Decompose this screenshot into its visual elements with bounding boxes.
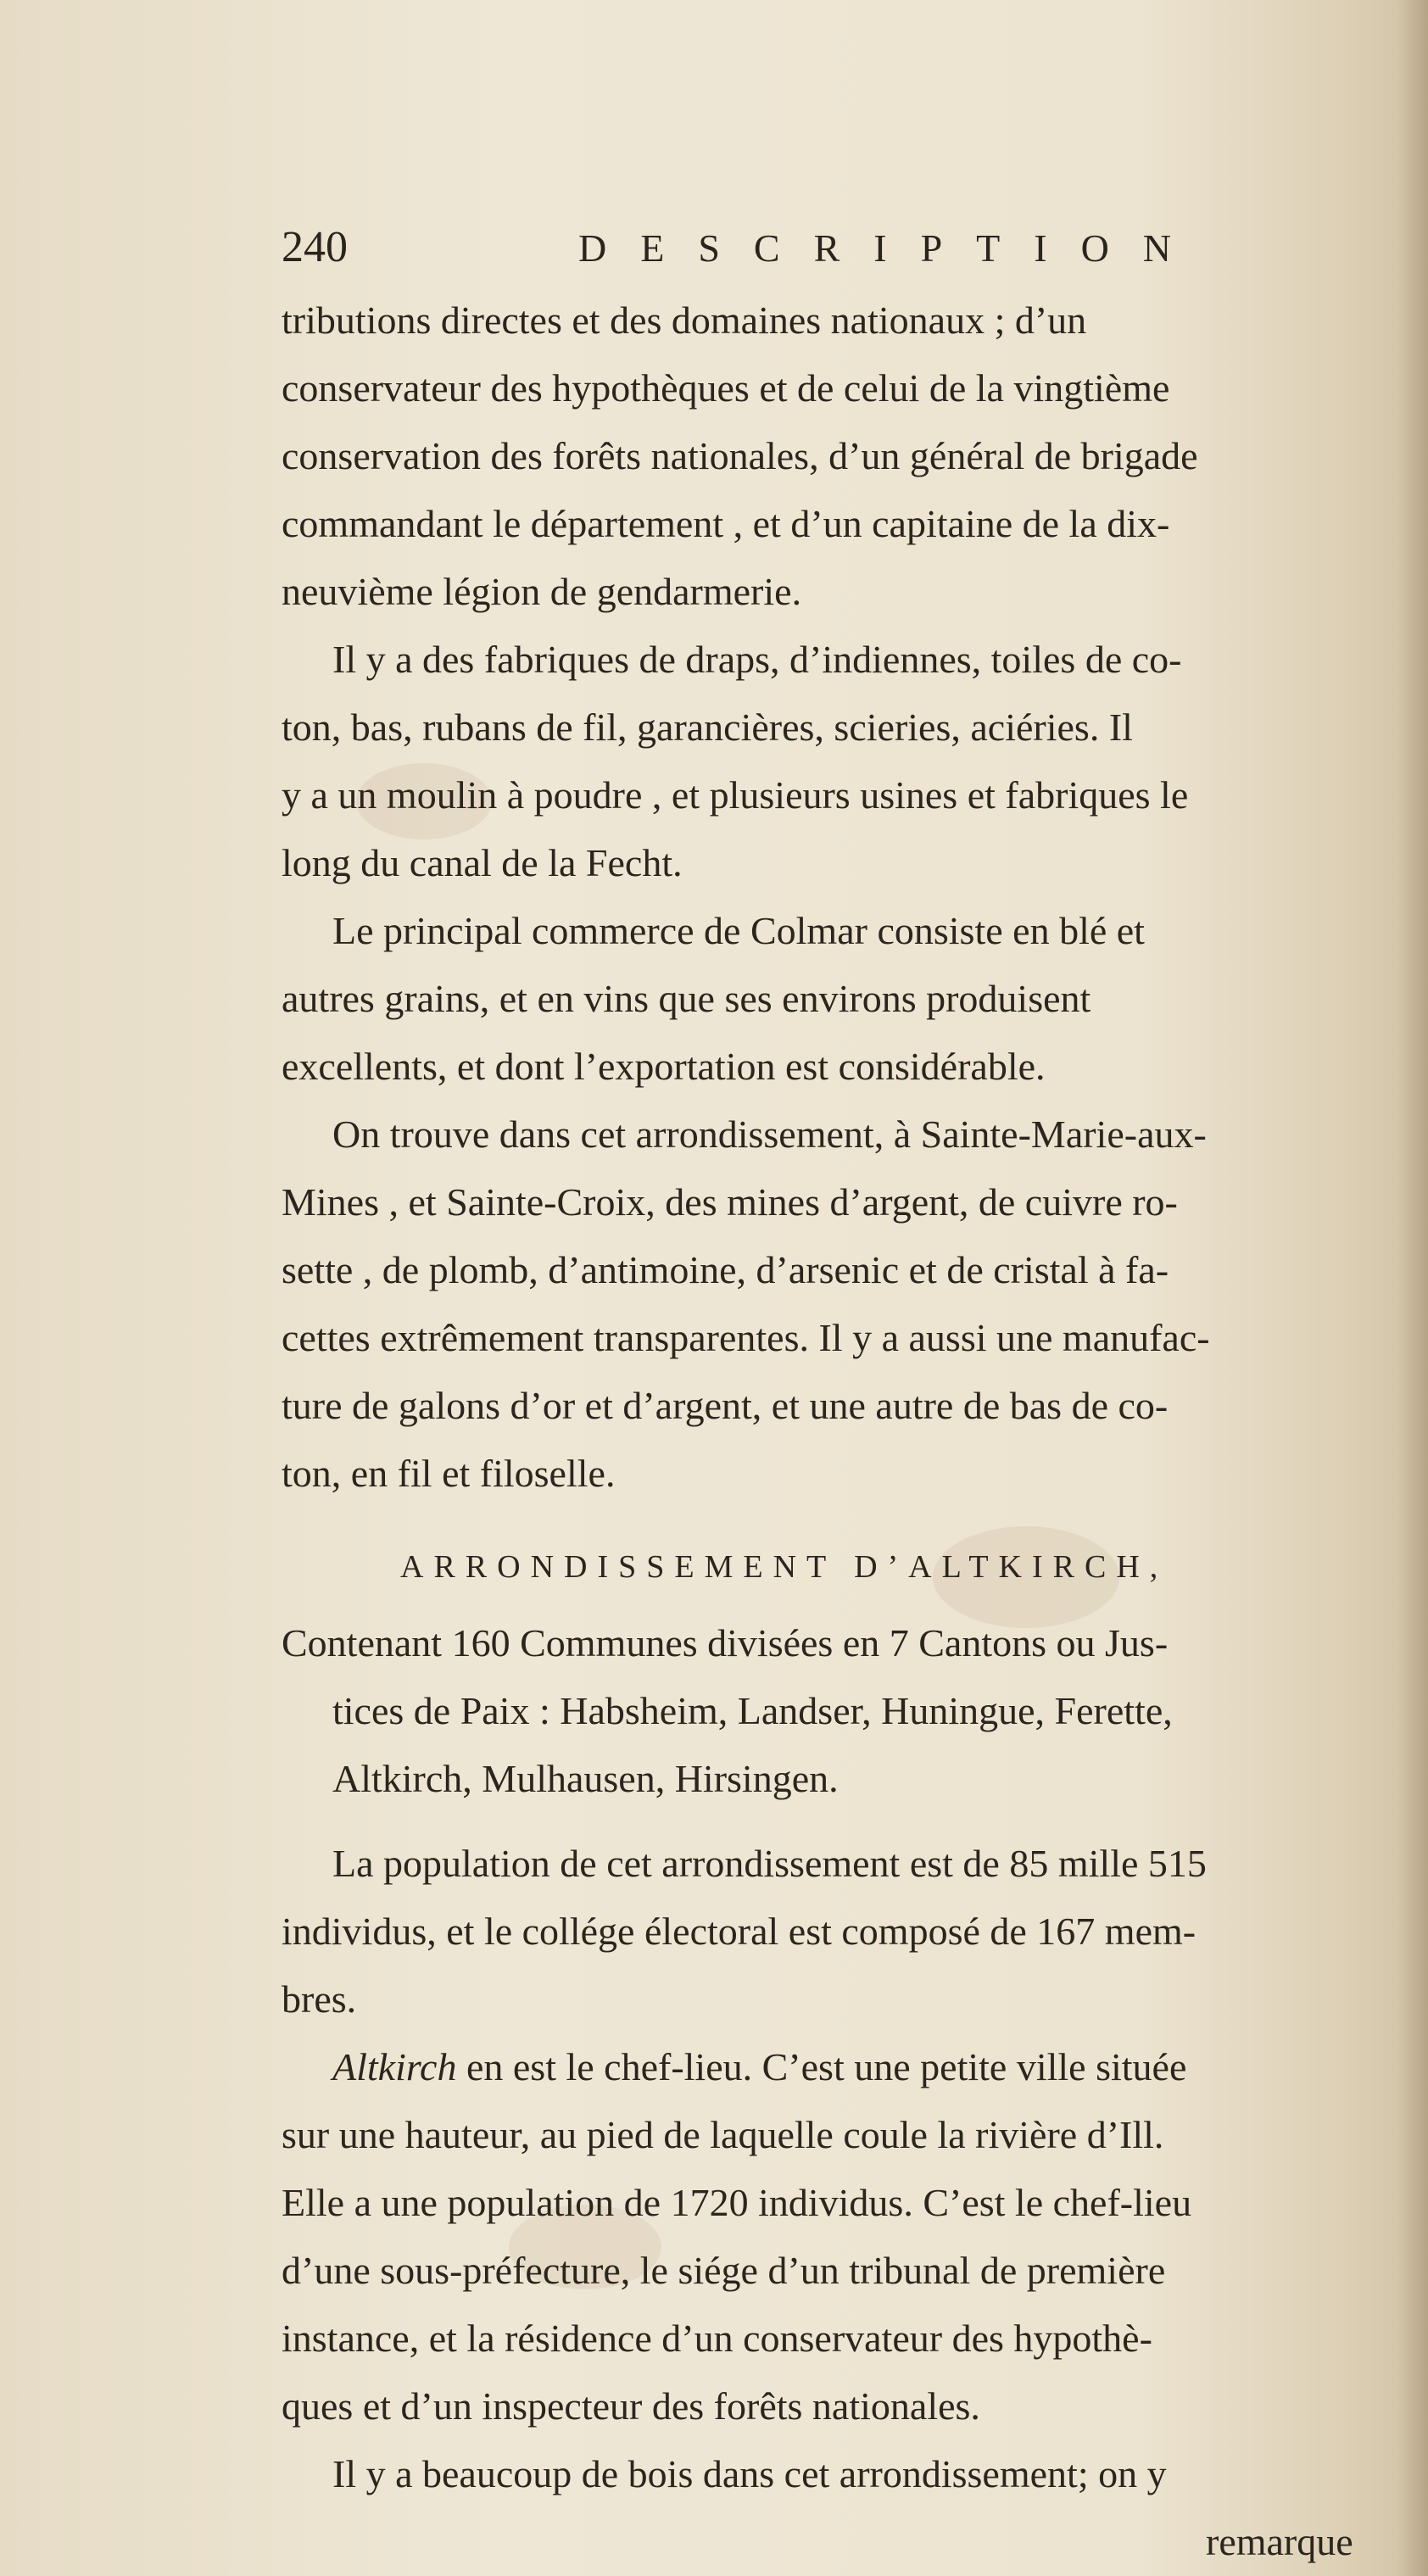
text-line: cettes extrêmement transparentes. Il y a aussi une manufac- — [282, 1316, 1210, 1359]
text-line: neuvième légion de gendarmerie. — [282, 570, 802, 613]
text-line: ques et d’un inspecteur des forêts nationales. — [282, 2384, 980, 2428]
text-line: excellents, et dont l’exportation est considérable. — [282, 1045, 1046, 1088]
text-line: bres. — [282, 1977, 357, 2021]
text-line: On trouve dans cet arrondissement, à Sainte-Marie-aux- — [332, 1112, 1207, 1156]
text-line — [282, 2033, 1401, 2101]
text-line: Contenant 160 Communes divisées en 7 Cantons ou Jus- — [282, 1621, 1169, 1664]
text-line: conservateur des hypothèques et de celui de la vingtième — [282, 366, 1170, 410]
text-line: d’une sous-préfecture, le siége d’un tribunal de première — [282, 2249, 1166, 2292]
page-edge-shadow — [1397, 0, 1428, 2576]
text-line-rest: en est le chef-lieu. C’est une petite ville située — [456, 2045, 1187, 2088]
text-line: Mines , et Sainte-Croix, des mines d’argent, de cuivre ro- — [282, 1180, 1178, 1224]
text-line: individus, et le collége électoral est composé de 167 mem- — [282, 1910, 1197, 1953]
spacer — [282, 1813, 1401, 1830]
text-line: conservation des forêts nationales, d’un général de brigade — [282, 434, 1198, 477]
text-line: ton, bas, rubans de fil, garancières, scieries, aciéries. Il — [282, 705, 1133, 749]
text-line: tices de Paix : Habsheim, Landser, Huningue, Ferette, — [332, 1689, 1173, 1732]
place-name: Altkirch — [332, 2045, 457, 2088]
text-line: commandant le département , et d’un capitaine de la dix- — [282, 502, 1170, 545]
text-line: autres grains, et en vins que ses environs produisent — [282, 977, 1091, 1020]
page-header — [282, 222, 1206, 282]
body-text — [282, 287, 1401, 2576]
text-line: ture de galons d’or et d’argent, et une autre de bas de co- — [282, 1384, 1169, 1427]
text-line: ton, en fil et filoselle. — [282, 1452, 616, 1495]
text-line: Altkirch, Mulhausen, Hirsingen. — [332, 1757, 839, 1800]
text-line: Il y a des fabriques de draps, d’indiennes, toiles de co- — [332, 638, 1182, 681]
page-number: 240 — [282, 223, 348, 271]
text-line: La population de cet arrondissement est de 85 mille 515 — [332, 1842, 1207, 1885]
text-line: Il y a beaucoup de bois dans cet arrondissement; on y — [332, 2452, 1167, 2495]
text-line: Elle a une population de 1720 individus. C’est le chef-lieu — [282, 2181, 1192, 2224]
text-line: instance, et la résidence d’un conservateur des hypothè- — [282, 2317, 1152, 2360]
section-title: ARRONDISSEMENT D’ALTKIRCH, — [400, 1549, 1169, 1585]
catchword: remarque — [1206, 2520, 1353, 2563]
text-line: tributions directes et des domaines nationaux ; d’un — [282, 298, 1087, 342]
text-line: sur une hauteur, au pied de laquelle coule la rivière d’Ill. — [282, 2113, 1164, 2156]
text-line: long du canal de la Fecht. — [282, 841, 683, 884]
text-line: sette , de plomb, d’antimoine, d’arsenic et de cristal à fa- — [282, 1248, 1169, 1291]
text-line: Le principal commerce de Colmar consiste en blé et — [332, 909, 1145, 952]
running-head: DESCRIPTION — [578, 226, 1206, 270]
text-line: y a un moulin à poudre , et plusieurs usines et fabriques le — [282, 773, 1189, 817]
